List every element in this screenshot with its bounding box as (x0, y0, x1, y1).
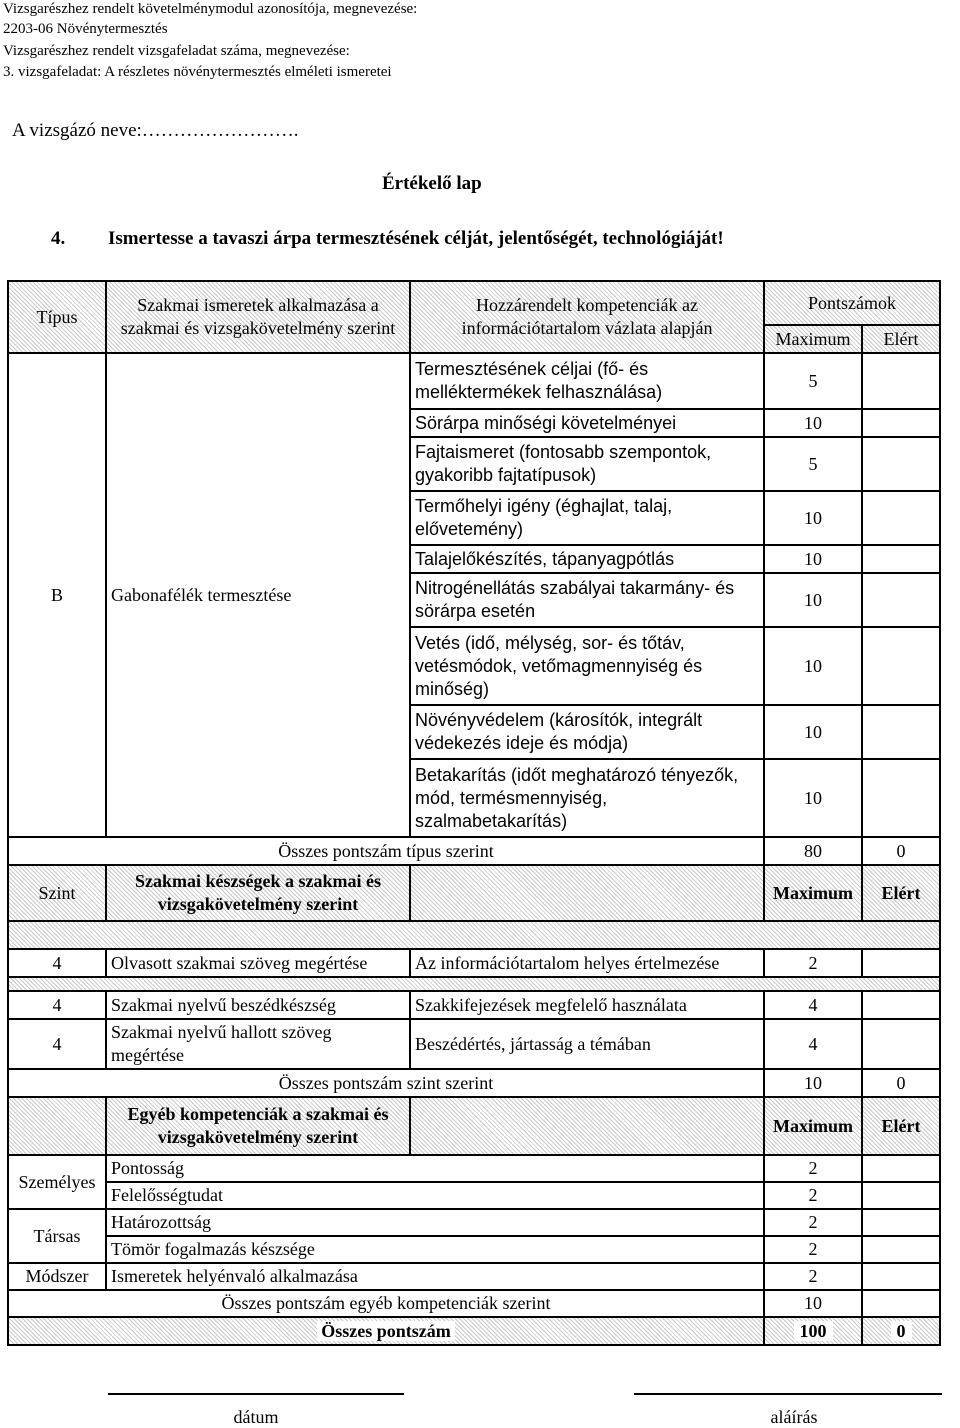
date-line (108, 1393, 404, 1395)
skill-competence: Szakkifejezések megfelelő használata (410, 991, 764, 1019)
other-competence-item: Ismeretek helyénvaló alkalmazása (106, 1263, 764, 1290)
other-competence-item: Tömör fogalmazás készsége (106, 1236, 764, 1263)
level-total-max: 10 (764, 1069, 862, 1097)
achieved-points-input[interactable] (862, 1182, 940, 1209)
signature-line (634, 1393, 942, 1395)
group-personal: Személyes (8, 1155, 106, 1209)
skills-header: Szakmai készségek a szakmai és vizsgakövetelmény szerint (106, 865, 410, 921)
max-points: 4 (764, 1019, 862, 1069)
other-competence-item: Felelősségtudat (106, 1182, 764, 1209)
competence-item: Fajtaismeret (fontosabb szempontok, gyakoribb fajtatípusok) (410, 437, 764, 491)
other-total-label: Összes pontszám egyéb kompetenciák szerint (8, 1290, 764, 1317)
skill-level: 4 (8, 991, 106, 1019)
max-points: 5 (764, 353, 862, 409)
skill-level: 4 (8, 949, 106, 977)
max-points: 10 (764, 627, 862, 705)
knowledge-header: Szakmai ismeretek alkalmazása a szakmai és vizsgakövetelmény szerint (106, 281, 410, 353)
skill-competence: Az információtartalom helyes értelmezése (410, 949, 764, 977)
achieved-points-input[interactable] (862, 573, 940, 627)
evaluation-table (7, 280, 941, 1346)
skill-name: Olvasott szakmai szöveg megértése (106, 949, 410, 977)
competence-item: Vetés (idő, mélység, sor- és tőtáv, vetésmódok, vetőmagmennyiség és minőség) (410, 627, 764, 705)
max-points: 10 (764, 705, 862, 759)
skills-achieved-header: Elért (862, 865, 940, 921)
skill-name: Szakmai nyelvű hallott szöveg megértése (106, 1019, 410, 1069)
type-total-achieved: 0 (862, 837, 940, 865)
max-points: 2 (764, 1236, 862, 1263)
max-points: 2 (764, 1263, 862, 1290)
achieved-points-input[interactable] (862, 759, 940, 837)
competence-item: Termesztésének céljai (fő- és melléktermékek felhasználása) (410, 353, 764, 409)
group-social: Társas (8, 1209, 106, 1263)
achieved-points-input[interactable] (862, 1263, 940, 1290)
achieved-points-input[interactable] (862, 491, 940, 545)
achieved-points-input[interactable] (862, 1209, 940, 1236)
skill-name: Szakmai nyelvű beszédkészség (106, 991, 410, 1019)
topic-value: Gabonafélék termesztése (106, 353, 410, 837)
signature-label: aláírás (770, 1407, 818, 1427)
skills-maximum-header: Maximum (764, 865, 862, 921)
maximum-header: Maximum (764, 325, 862, 353)
module-label: Vizsgarészhez rendelt követelménymodul azonosítója, megnevezése: (3, 1, 418, 17)
skill-level: 4 (8, 1019, 106, 1069)
achieved-points-input[interactable] (862, 1236, 940, 1263)
other-competence-item: Pontosság (106, 1155, 764, 1182)
max-points: 10 (764, 409, 862, 437)
max-points: 2 (764, 949, 862, 977)
date-label: dátum (233, 1407, 279, 1427)
skill-competence: Beszédértés, jártasság a témában (410, 1019, 764, 1069)
achieved-points-input[interactable] (862, 353, 940, 409)
achieved-points-input[interactable] (862, 627, 940, 705)
achieved-points-input[interactable] (862, 1019, 940, 1069)
achieved-points-input[interactable] (862, 1155, 940, 1182)
task-label: Vizsgarészhez rendelt vizsgafeladat száma, megnevezése: (3, 43, 350, 59)
page-title: Értékelő lap (382, 173, 482, 194)
achieved-points-input[interactable] (862, 437, 940, 491)
competence-item: Termőhelyi igény (éghajlat, talaj, elővetemény) (410, 491, 764, 545)
grand-total-max: 100 (764, 1317, 862, 1345)
other-total-max: 10 (764, 1290, 862, 1317)
type-total-label: Összes pontszám típus szerint (8, 837, 764, 865)
achieved-points-input[interactable] (862, 949, 940, 977)
other-competences-header: Egyéb kompetenciák a szakmai és vizsgakövetelmény szerint (106, 1097, 410, 1155)
points-header: Pontszámok (764, 281, 940, 325)
examinee-name-field: A vizsgázó neve:……………………. (12, 120, 299, 141)
max-points: 2 (764, 1182, 862, 1209)
max-points: 10 (764, 491, 862, 545)
max-points: 10 (764, 759, 862, 837)
competence-item: Növényvédelem (károsítók, integrált védekezés ideje és módja) (410, 705, 764, 759)
achieved-points-input[interactable] (862, 991, 940, 1019)
competence-item: Betakarítás (időt meghatározó tényezők, mód, termésmennyiség, szalmabetakarítás) (410, 759, 764, 837)
other-competence-item: Határozottság (106, 1209, 764, 1236)
type-total-max: 80 (764, 837, 862, 865)
competence-item: Sörárpa minőségi követelményei (410, 409, 764, 437)
task-number: 4. (51, 228, 66, 249)
competence-header: Hozzárendelt kompetenciák az információtartalom vázlata alapján (410, 281, 764, 353)
other-achieved-header: Elért (862, 1097, 940, 1155)
max-points: 2 (764, 1209, 862, 1236)
group-method: Módszer (8, 1263, 106, 1290)
grand-total-label: Összes pontszám (8, 1317, 764, 1345)
achieved-points-input[interactable] (862, 409, 940, 437)
max-points: 10 (764, 573, 862, 627)
grand-total-achieved: 0 (862, 1317, 940, 1345)
module-name: 2203-06 Növénytermesztés (3, 21, 168, 37)
max-points: 10 (764, 545, 862, 573)
max-points: 2 (764, 1155, 862, 1182)
task-description: Ismertesse a tavaszi árpa termesztésének célját, jelentőségét, technológiáját! (108, 228, 724, 249)
competence-item: Nitrogénellátás szabályai takarmány- és sörárpa esetén (410, 573, 764, 627)
other-maximum-header: Maximum (764, 1097, 862, 1155)
achieved-points-input[interactable] (862, 705, 940, 759)
achieved-header: Elért (862, 325, 940, 353)
type-value: B (8, 353, 106, 837)
level-total-label: Összes pontszám szint szerint (8, 1069, 764, 1097)
task-name: 3. vizsgafeladat: A részletes növénytermesztés elméleti ismeretei (3, 64, 392, 80)
competence-item: Talajelőkészítés, tápanyagpótlás (410, 545, 764, 573)
other-total-achieved[interactable] (862, 1290, 940, 1317)
achieved-points-input[interactable] (862, 545, 940, 573)
max-points: 4 (764, 991, 862, 1019)
level-header: Szint (8, 865, 106, 921)
max-points: 5 (764, 437, 862, 491)
level-total-achieved: 0 (862, 1069, 940, 1097)
type-header: Típus (8, 281, 106, 353)
